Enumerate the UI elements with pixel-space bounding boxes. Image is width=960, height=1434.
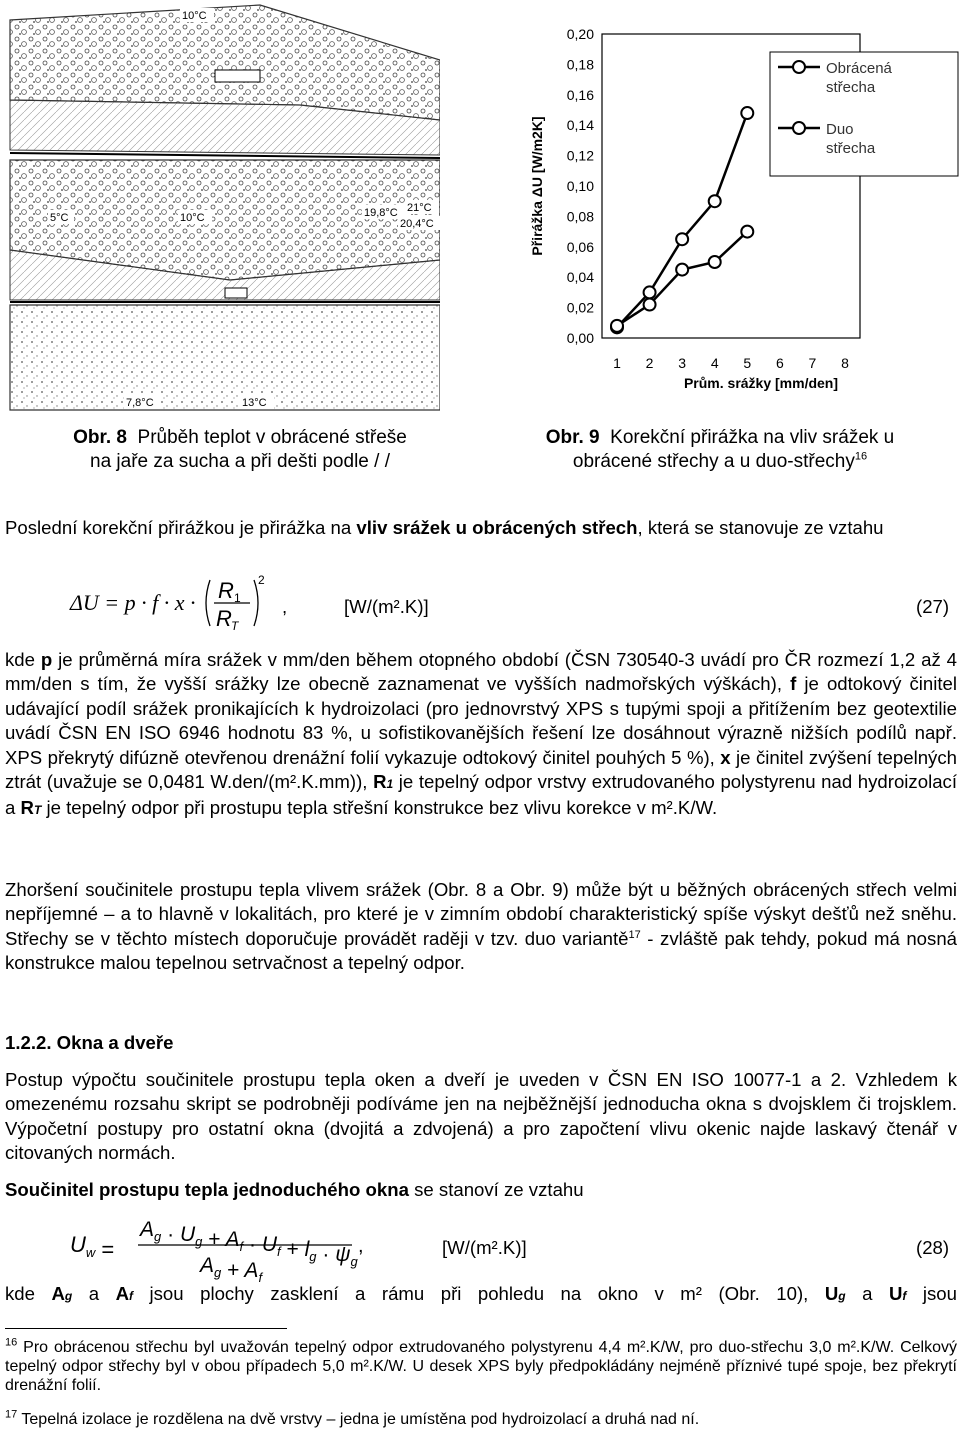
y-tick-label: 0,08 — [566, 208, 594, 225]
x-tick-label: 1 — [613, 355, 621, 371]
legend-label-duo: střecha — [826, 140, 876, 157]
rain-correction-chart — [520, 0, 960, 410]
y-tick-label: 0,12 — [566, 147, 594, 164]
legend — [770, 52, 958, 176]
temp-label: 10°C — [182, 10, 207, 22]
x-tick-label: 8 — [841, 355, 849, 371]
x-tick-label: 3 — [678, 355, 687, 371]
data-point — [611, 320, 623, 332]
footnote-separator — [5, 1328, 287, 1329]
lower-roof-section — [10, 160, 440, 410]
equation-27-lhs: ΔU = p · f · x · — [70, 590, 196, 615]
svg-text:,: , — [358, 1235, 364, 1257]
svg-text:2: 2 — [258, 573, 265, 587]
paragraph-variables: kde p je průměrná míra srážek v mm/den během otopného období (ČSN 730540-3 uvádí pro ČR rozmezí 1,2 až 4 mm/den s tím, že vyšší srážky lze obecně zaznamenat ve vyšších nadmořských výškách), f je odtokový činitel udávající podíl srážek pronikajících k hydroizolaci (pro jednovrstvý XPS s tupými spoji a přitížením bez geotextilie uvádí ČSN EN ISO 6946 hodnotu 83 %, u sofistikovanějších řešení lze dosáhnout výrazně nižších podílů např. XPS překrytý difúzně otevřenou drenážní folií vykazuje odtokový činitel pouhých 5 %), x je činitel zvýšení tepelných ztrát (uvažuje se 0,0481 W.den/(m².K.mm)), R1 je tepelný odpor vrstvy extrudovaného polystyrenu nad hydroizolací a RT je tepelný odpor při prostupu tepla střešní konstrukce bez vlivu korekce v m².K/W. — [5, 649, 958, 819]
footnote-16: $^{16}$ Pro obrácenou střechu byl uvažován tepelný odpor extrudovaného polystyrenu 4,4 m².K/W, pro duo-střechu 3,0 m².K/W. Celkový tepelný odpor střechy byl v obou případech 5,0 m².K/W. U desek XPS byly předpokládány nejméně příznivé tupé spoje, bez překrytí drenážní folií. — [5, 1336, 957, 1394]
variable-symbol: f — [790, 673, 797, 695]
data-point — [644, 299, 656, 311]
legend-marker-inverted — [793, 61, 805, 73]
roof-temperature-figure — [0, 0, 440, 420]
temp-label: 10°C — [180, 212, 205, 224]
variable-symbol: Af — [115, 1283, 134, 1304]
y-tick-label: 0,02 — [566, 299, 594, 316]
temp-label: 21°C — [407, 202, 432, 214]
variable-symbol: RT — [20, 797, 42, 819]
legend-marker-duo — [793, 122, 805, 134]
x-tick-label: 5 — [743, 355, 752, 371]
temp-label: 13°C — [242, 397, 267, 409]
svg-text:R: R — [218, 578, 234, 603]
variable-symbol: Uf — [888, 1283, 907, 1304]
y-tick-label: 0,16 — [566, 86, 594, 103]
y-tick-label: 0,00 — [566, 330, 594, 346]
x-tick-label: 2 — [645, 355, 654, 371]
y-tick-label: 0,10 — [566, 178, 594, 194]
variable-symbol: R1 — [373, 771, 394, 793]
svg-text:R: R — [216, 606, 232, 631]
paragraph-window-variables: kde Ag a Af jsou plochy zasklení a rámu při pohledu na okno v m² (Obr. 10), Ug a Uf jsou — [5, 1283, 957, 1304]
svg-text:T: T — [231, 619, 239, 633]
svg-text:1: 1 — [234, 591, 241, 605]
upper-roof-section — [10, 5, 440, 158]
equation-27-fraction — [196, 570, 276, 640]
temp-label: 5°C — [50, 212, 69, 224]
variable-symbol: x — [720, 746, 731, 768]
legend-label-inverted: Obrácená — [826, 60, 892, 77]
variable-symbol: Ag — [51, 1283, 73, 1304]
equation-27-unit: [W/(m².K)] — [344, 596, 429, 617]
legend-label-inverted: střecha — [826, 79, 876, 96]
temp-label: 19,8°C — [364, 207, 398, 219]
y-axis-label: Přirážka ΔU [W/m2K] — [529, 116, 545, 256]
x-axis-label: Prům. srážky [mm/den] — [683, 375, 839, 391]
x-tick-label: 6 — [775, 355, 784, 371]
x-tick-label: 4 — [710, 355, 719, 371]
equation-28-unit: [W/(m².K)] — [442, 1237, 527, 1258]
data-point — [676, 264, 688, 276]
paragraph-intro: Poslední korekční přirážkou je přirážka na vliv srážek u obrácených střech, která se stanovuje ze vztahu — [5, 517, 884, 538]
data-point — [676, 233, 688, 245]
paragraph-window-formula-intro: Součinitel prostupu tepla jednoduchého okna se stanoví ze vztahu — [5, 1179, 584, 1200]
legend-label-duo: Duo — [826, 121, 854, 138]
equation-28-lhs: $U_w$ = — [70, 1232, 115, 1262]
paragraph-deterioration: Zhoršení součinitele prostupu tepla vlivem srážek (Obr. 8 a Obr. 9) může být u běžných obrácených střech velmi nepříjemné – a to hlavně v lokalitách, pro které je v zimním období charakteristický spíše výskyt dešťů než sněhu. Střechy se v těchto místech doporučuje provádět raději v tzv. duo variantě$^{17}$ - zvláště pak tehdy, pokud má nosná konstrukce malou tepelnou setrvačnost a tepelný odpor. — [5, 879, 958, 974]
equation-27-number: (27) — [916, 596, 950, 617]
section-heading: 1.2.2. Okna a dveře — [5, 1032, 174, 1053]
paragraph-windows: Postup výpočtu součinitele prostupu tepla oken a dveří je uveden v ČSN EN ISO 10077-1 a 2. Vzhledem k omezenému rozsahu skript se podrobněji podíváme jen na nejběžnější jednoducha okna s dvojsklem či trojsklem. Výpočetní postupy pro ostatní okna (dvojitá a zdvojená) a pro započtení vlivu okenic najde laskavý čtenář v citovaných normách. — [5, 1069, 957, 1164]
data-point — [741, 107, 753, 119]
y-tick-label: 0,06 — [566, 238, 594, 255]
data-point — [741, 226, 753, 238]
temp-label: 20,4°C — [400, 218, 434, 230]
data-point — [644, 286, 656, 298]
data-point — [709, 256, 721, 268]
equation-28-number: (28) — [916, 1237, 950, 1258]
series-line-inverted-roof — [617, 113, 747, 327]
variable-symbol: p — [40, 649, 53, 670]
equation-28-numerator: $A_g \cdot U_g + A_f \cdot U_f + l_g \cdot \psi_g$ — [140, 1218, 358, 1269]
temp-label: 7,8°C — [126, 397, 154, 409]
equation-28 — [60, 1208, 480, 1282]
y-tick-label: 0,14 — [566, 117, 594, 134]
x-tick-label: 7 — [808, 355, 817, 371]
variable-symbol: Ug — [824, 1283, 846, 1304]
figure8-caption: Obr. 8 Průběh teplot v obrácené střeše na jaře za sucha a při dešti podle / / — [73, 427, 407, 472]
data-point — [709, 195, 721, 207]
y-tick-label: 0,20 — [566, 26, 594, 42]
footnote-17: $^{17}$ Tepelná izolace je rozdělena na dvě vrstvy – jedna je umístěna pod hydroizolací a druhá nad ní. — [5, 1408, 700, 1428]
equation-28-denominator: $A_g + A_f$ — [200, 1254, 263, 1282]
y-tick-label: 0,04 — [566, 269, 594, 286]
figure9-caption: Obr. 9 Korekční přirážka na vliv srážek u obrácené střechy a u duo-střechy$^{16}$ — [545, 427, 895, 472]
y-tick-label: 0,18 — [566, 56, 594, 73]
